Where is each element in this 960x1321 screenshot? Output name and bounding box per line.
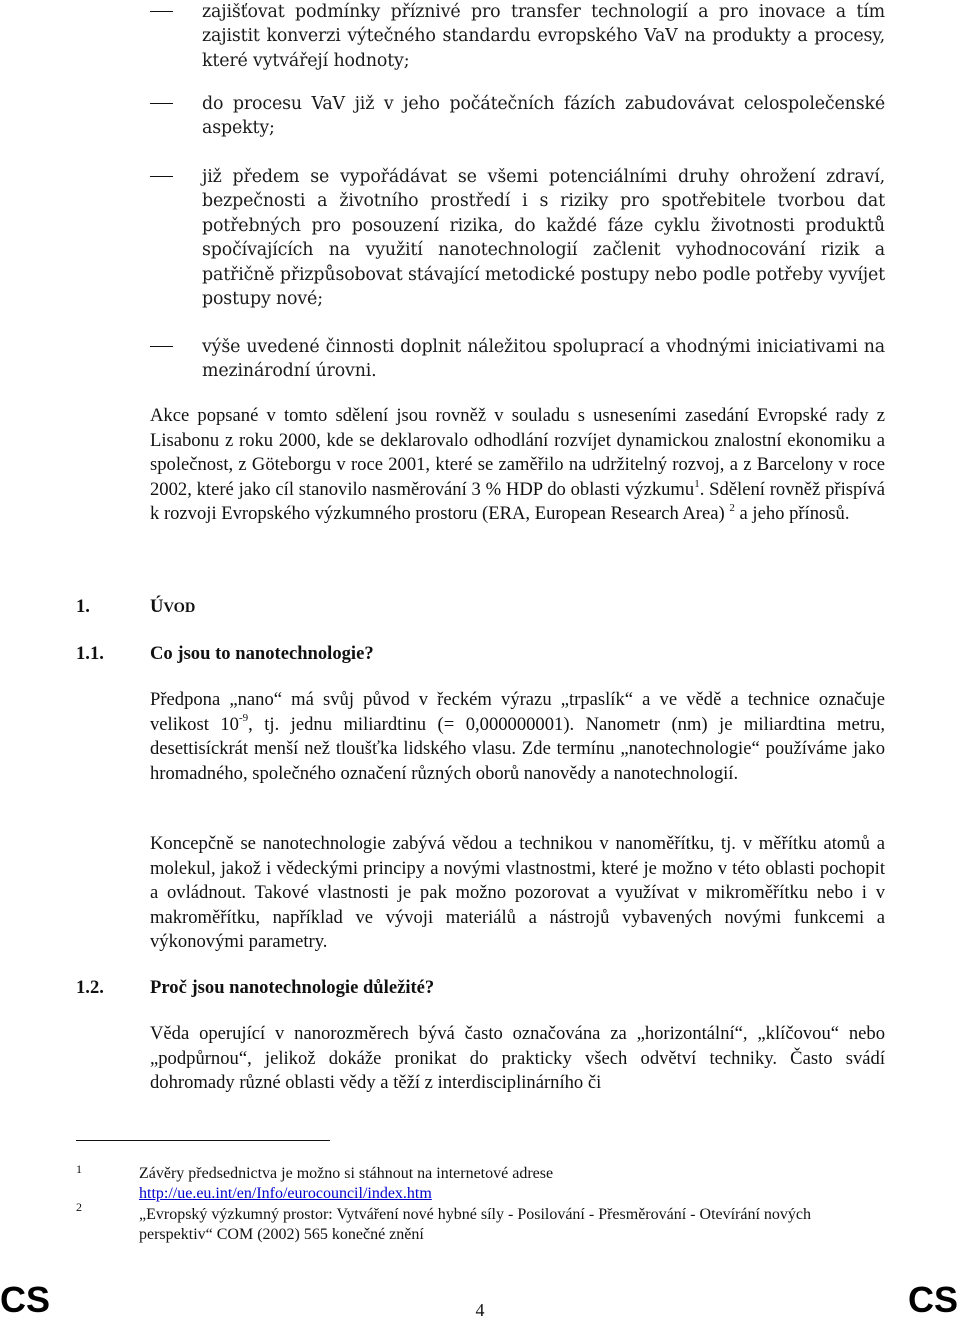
intro-paragraph [150,404,885,527]
page-number: 4 [475,1300,485,1320]
subsection-title: Co jsou to nanotechnologie? [150,643,374,664]
bullet-text: výše uvedené činnosti doplnit náležitou spoluprací a vhodnými iniciativami na mezinárodní úrovni. [202,337,885,382]
paragraph: Koncepčně se nanotechnologie zabývá vědou a technikou v nanoměřítku, tj. v měřítku atomů a molekul, jakož i vědeckými principy a novými vlastnostmi, které je možno v této oblasti pochopit a ovládnout. Takové vlastnosti je pak možno pozorovat a využívat v mikroměřítku nebo i v makroměřítku, například ve vývoji materiálů a nástrojů vybavených novými funkcemi a výkonovými parametry. [150,833,885,953]
footnote-1 [139,1164,859,1204]
intro-text-2: . Sdělení rovněž přispívá k rozvoji Evropského výzkumného prostoru (ERA, European Research Area) [150,478,886,525]
bullet-text: již předem se vypořádávat se všemi potenciálními druhy ohrožení zdraví, bezpečnosti a životního prostředí i s riziky pro spotřebitele tvorbou dat potřebných pro posouzení rizika, do každé fáze cyklu životnosti produktů spočívajících na využití nanotechnologií začlenit vyhodnocování rizik a patřičně přizpůsobovat stávající metodické postupy nebo podle potřeby vyvíjet postupy nové; [202,167,885,310]
paragraph-text: Předpona „nano“ má svůj původ v řeckém výrazu „trpaslík“ a ve vědě a technice označuje velikost 10 [150,689,885,735]
dash-bullet-icon [150,176,173,177]
footnote-ref-1[interactable]: 1 [694,477,700,490]
subsection-number: 1.1. [76,643,104,664]
bullet-item [150,92,885,141]
paragraph: Věda operující v nanorozměrech bývá často označována za „horizontální“, „klíčovou“ nebo „podpůrnou“, jelikož dokáže pronikat do prakticky všech odvětví techniky. Často svádí dohromady různé oblasti vědy a těží z interdisciplinárního či [150,1023,885,1094]
footnote-2: „Evropský výzkumný prostor: Vytváření nové hybné síly - Posilování - Přesměrování - Otevírání nových perspektiv“ COM (2002) 565 konečné znění [139,1206,812,1243]
footnote-text: Závěry předsednictva je možno si stáhnout na internetové adrese [139,1165,554,1182]
bullet-item [150,0,885,73]
footer-language-left: CS [0,1279,51,1320]
footnote-separator [76,1140,330,1141]
paragraph-text: , tj. jednu miliardtinu (= 0,000000001). Nanometr (nm) je miliardtina metru, desettisíckrát menší než tloušťka lidského vlasu. Zde termínu „nanotechnologie“ používáme jako hromadného, společného označení různých oborů nanovědy a nanotechnologií. [150,713,886,784]
subsection-number: 1.2. [76,977,104,998]
paragraph [150,688,885,786]
footnote-number: 1 [76,1162,82,1176]
footnote-number: 2 [76,1200,82,1214]
exponent: -9 [238,712,249,725]
section-title-rest: VOD [163,600,196,616]
dash-bullet-icon [150,11,173,12]
bullet-item [150,165,885,311]
section-number: 1. [76,596,90,617]
bullet-text: do procesu VaV již v jeho počátečních fázích zabudovávat celospolečenské aspekty; [202,94,885,139]
section-title [150,596,195,618]
footer-language-right: CS [907,1279,958,1320]
intro-text-1: Akce popsané v tomto sdělení jsou rovněž v souladu s usneseními zasedání Evropské rady z Lisabonu z roku 2000, kde se deklarovalo odhodlání rozvíjet dynamickou znalostní ekonomiku a společnost, z Göteborgu v roce 2001, které se zaměřilo na udržitelný rozvoj, a z Barcelony v roce 2002, které jako cíl stanovilo nasměrování 3 % HDP do oblasti výzkumu [150,405,885,500]
dash-bullet-icon [150,103,173,104]
intro-text-3: a jeho přínosů. [734,503,850,525]
bullet-item [150,335,885,384]
dash-bullet-icon [150,346,173,347]
section-title-initial: Ú [150,596,164,617]
subsection-title: Proč jsou nanotechnologie důležité? [150,977,435,998]
footnote-ref-2[interactable]: 2 [729,502,735,515]
bullet-text: zajišťovat podmínky příznivé pro transfer technologií a pro inovace a tím zajistit konverzi výtečného standardu evropského VaV na produkty a procesy, které vytvářejí hodnoty; [202,2,885,71]
footnote-link[interactable]: http://ue.eu.int/en/Info/eurocouncil/index.htm [139,1185,432,1202]
